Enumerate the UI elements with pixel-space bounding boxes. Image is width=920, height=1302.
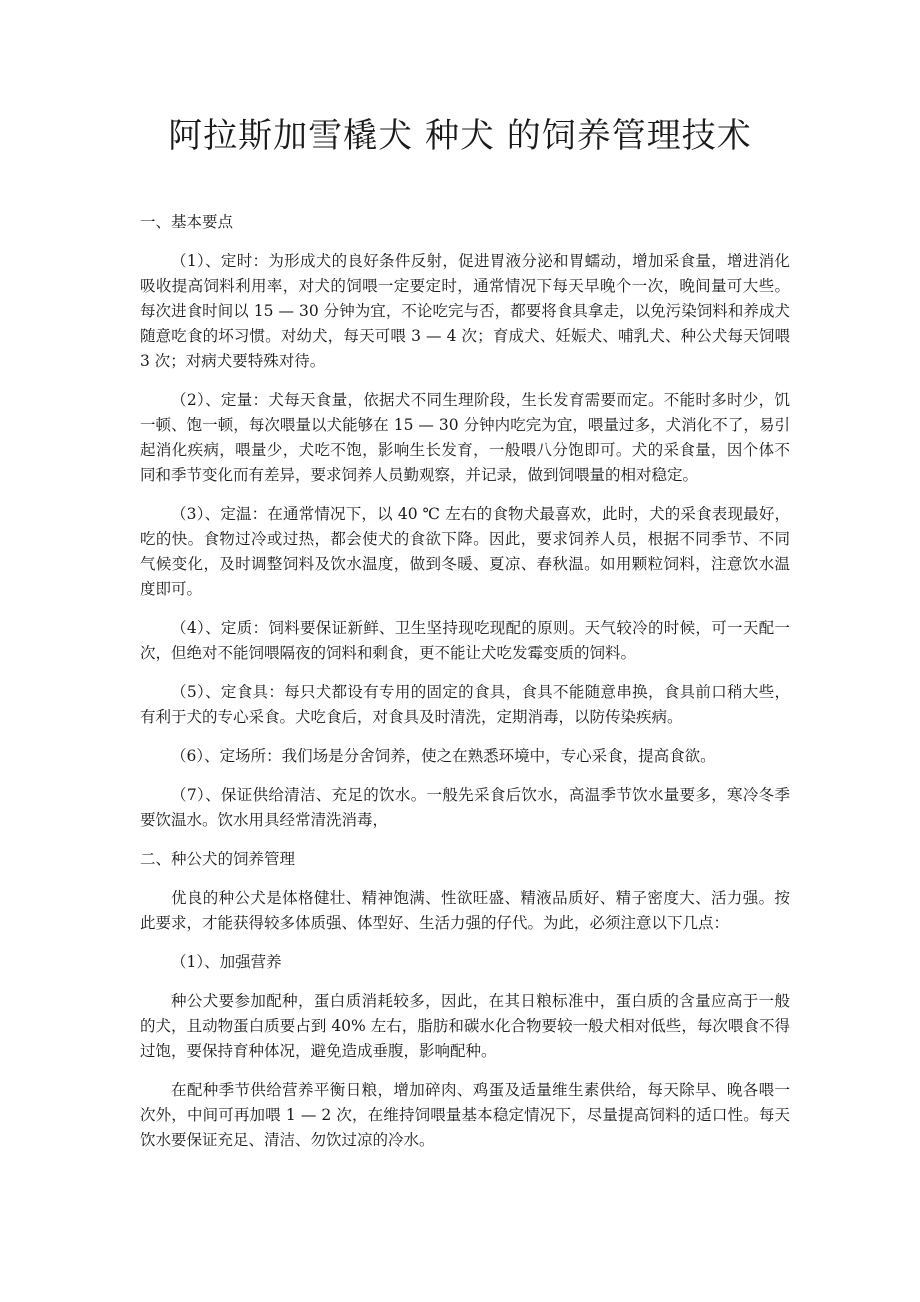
paragraph-timing: （1）、定时：为形成犬的良好条件反射，促进胃液分泌和胃蠕动，增加采食量，增进消化吸收提高饲料利用率，对犬的饲喂一定要定时，通常情况下每天早晚个一次，晚间量可大些。每次进食时间以 15 — 30 分钟为宜，不论吃完与否，都要将食具拿走，以免污染饲料和养成犬随意吃食的坏习惯。对幼犬，每天可喂 3 — 4 次；育成犬、妊娠犬、哺乳犬、种公犬每天饲喂 3 次；对病犬要特殊对待。: [140, 252, 790, 370]
paragraph-temperature: （3）、定温：在通常情况下，以 40 ℃ 左右的食物犬最喜欢，此时，犬的采食表现最好，吃的快。食物过冷或过热，都会使犬的食欲下降。因此，要求饲养人员，根据不同季节、不同气候变化，及时调整饲料及饮水温度，做到冬暖、夏凉、春秋温。如用颗粒饲料，注意饮水温度即可。: [140, 505, 790, 598]
paragraph-feeding-place: （6）、定场所：我们场是分舍饲养，使之在熟悉环境中，专心采食，提高食欲。: [171, 747, 716, 765]
document-title: 阿拉斯加雪橇犬 种犬 的饲养管理技术: [168, 116, 752, 156]
section-heading-stud-dog: 二、种公犬的饲养管理: [140, 850, 296, 868]
section-heading-basics: 一、基本要点: [140, 213, 234, 231]
paragraph-protein-needs: 种公犬要参加配种，蛋白质消耗较多，因此，在其日粮标准中，蛋白质的含量应高于一般的犬，且动物蛋白质要占到 40% 左右，脂肪和碳水化合物要较一般犬相对低些，每次喂食不得过饱，要保持育种体况，避免造成垂腹，影响配种。: [140, 992, 790, 1060]
paragraph-feeding-utensils: （5）、定食具：每只犬都设有专用的固定的食具，食具不能随意串换，食具前口稍大些，有利于犬的专心采食。犬吃食后，对食具及时清洗，定期消毒，以防传染疾病。: [140, 683, 790, 726]
paragraph-breeding-season: 在配种季节供给营养平衡日粮，增加碎肉、鸡蛋及适量维生素供给，每天除早、晚各喂一次外，中间可再加喂 1 — 2 次，在维持饲喂量基本稳定情况下，尽量提高饲料的适口性。每天饮水要保证充足、清洁、勿饮过凉的冷水。: [140, 1081, 790, 1149]
document-body: [140, 210, 790, 1167]
paragraph-quality: （4）、定质：饲料要保证新鲜、卫生坚持现吃现配的原则。天气较冷的时候，可一天配一次，但绝对不能饲喂隔夜的饲料和剩食，更不能让犬吃发霉变质的饲料。: [140, 619, 790, 662]
paragraph-stud-dog-intro: 优良的种公犬是体格健壮、精神饱满、性欲旺盛、精液品质好、精子密度大、活力强。按此要求，才能获得较多体质强、体型好、生活力强的仔代。为此，必须注意以下几点：: [140, 889, 790, 932]
subheading-nutrition: （1）、加强营养: [171, 953, 282, 971]
paragraph-drinking-water: （7）、保证供给清洁、充足的饮水。一般先采食后饮水，高温季节饮水量要多，寒冷冬季要饮温水。饮水用具经常清洗消毒，: [140, 786, 790, 829]
paragraph-quantity: （2）、定量：犬每天食量，依据犬不同生理阶段，生长发育需要而定。不能时多时少，饥一顿、饱一顿，每次喂量以犬能够在 15 — 30 分钟内吃完为宜，喂量过多，犬消化不了，易引起消化疾病，喂量少，犬吃不饱，影响生长发育，一般喂八分饱即可。犬的采食量，因个体不同和季节变化而有差异，要求饲养人员勤观察，并记录，做到饲喂量的相对稳定。: [140, 391, 790, 484]
